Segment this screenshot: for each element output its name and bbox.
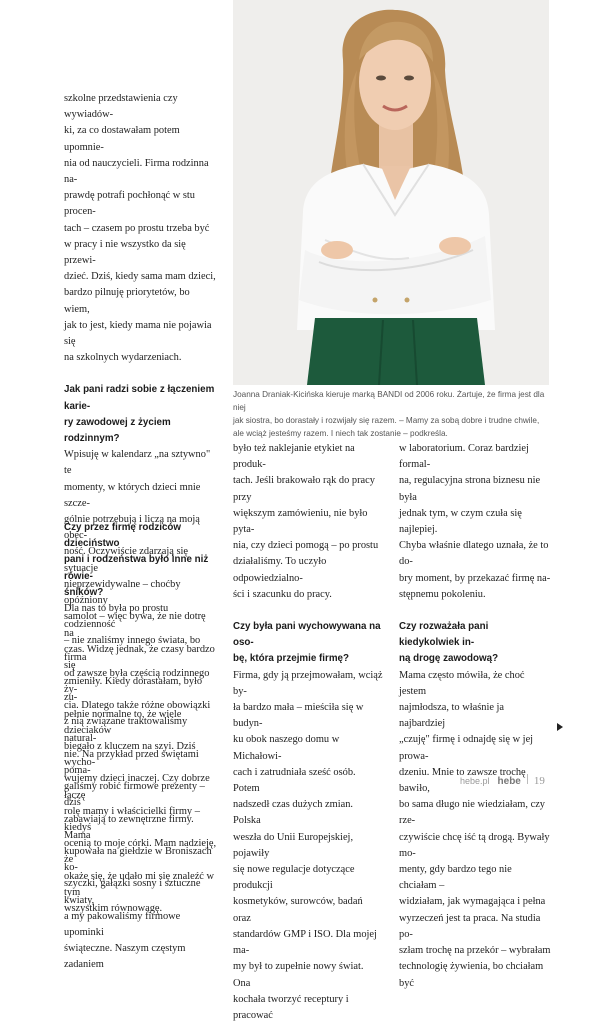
body-line: ocenią to moje córki. Mam nadzieję, że	[64, 838, 217, 866]
body-line: działaliśmy. To uczyło odpowiedzialno-	[233, 556, 327, 584]
caption-line: ale wciąż jesteśmy razem. I niech tak zostanie – podkreśla.	[233, 429, 448, 438]
body-line: Firma, gdy ją przejmowałam, wciąż by-	[233, 669, 383, 697]
body-line: rolę mamy i właścicielki firmy – kiedyś	[64, 805, 200, 833]
body-line: z nią związane traktowaliśmy natural-	[64, 716, 188, 744]
body-line: standardów GMP i ISO. Dla mojej ma-	[233, 928, 377, 957]
body-line: było też naklejanie etykiet na produk-	[233, 443, 355, 471]
body-line: widziałam, jak wymagająca i pełna	[399, 896, 546, 908]
body-line: nieprzewidywalne – choćby opóźniony	[64, 578, 181, 607]
body-line: momenty, w których dzieci mnie szcze-	[64, 481, 201, 509]
footer-divider	[527, 774, 528, 784]
body-line: pełnie normalne to, że wiele dzieciaków	[64, 708, 182, 736]
body-line: w laboratorium. Coraz bardziej formal-	[399, 443, 529, 471]
body-line: się nowe regulacje dotyczące produkcji	[233, 864, 355, 892]
body-line: bardzo pilnuję priorytetów, bo wiem,	[64, 287, 190, 315]
body-line: ność. Oczywiście zdarzają się sytuacje	[64, 546, 189, 574]
interview-question: ry zawodowej z życiem rodzinnym?	[64, 416, 171, 445]
body-line: biegało z kluczem na szyi. Dziś wycho-	[64, 740, 196, 769]
body-line: Mama często mówiła, że choć jestem	[399, 669, 525, 697]
body-line: nia od nauczycieli. Firma rodzinna na-	[64, 157, 209, 186]
body-line: a my pakowaliśmy firmowe upominki	[64, 910, 181, 939]
body-line: szkolne przedstawienia czy wywiadów-	[64, 93, 178, 121]
interview-question: śników?	[64, 586, 104, 598]
column-1-lower	[64, 520, 217, 974]
body-line: menty, gdy bardzo tego nie chciałam –	[399, 864, 512, 892]
body-line: w pracy i nie wszystko da się przewi-	[64, 238, 186, 267]
body-line: najmłodsza, to właśnie ja najbardziej	[399, 702, 505, 730]
body-line: kosmetyków, surowców, badań oraz	[233, 896, 363, 924]
column-2	[233, 441, 383, 1024]
body-line: zabawiają to zewnętrzne firmy. Mama	[64, 813, 194, 841]
body-line: gólnie potrzebują i liczą na moją obec-	[64, 514, 200, 542]
body-line: wszystkim równowagę.	[64, 902, 163, 914]
column-3	[399, 441, 551, 992]
body-line: cach i zatrudniała sześć osób. Potem	[233, 766, 356, 795]
interview-question: Jak pani radzi sobie z łączeniem karie-	[64, 384, 215, 412]
body-line: bo sama długo nie wiedziałam, czy rze-	[399, 799, 545, 827]
body-line: wyrzeczeń jest ta praca. Na studia po-	[399, 912, 541, 940]
body-line: bry moment, by przekazać firmę na-	[399, 572, 551, 584]
body-line: – nie znaliśmy innego świata, bo firma	[64, 635, 201, 663]
body-line: prawdę potrafi pochłonąć w stu procen-	[64, 190, 195, 218]
interview-question: bę, która przejmie firmę?	[233, 653, 349, 665]
body-line: od zawsze była częścią rodzinnego ży-	[64, 667, 210, 696]
body-line: większym zamówieniu, nie było pyta-	[233, 507, 368, 536]
body-line: nadszedł czas dużych zmian. Polska	[233, 799, 354, 827]
interview-question: Czy przez firmę rodziców dzieciństwo	[64, 522, 182, 550]
body-line: okaże się, że udało mi się znaleźć w tym	[64, 870, 215, 898]
body-line: czas. Widzę jednak, że czasy bardzo się	[64, 643, 215, 671]
body-line: Wpisuję w kalendarz „na sztywno" te	[64, 449, 211, 477]
body-line: ki, za co dostawałam potem upomnie-	[64, 125, 180, 153]
body-line: ści i szacunku do pracy.	[233, 588, 332, 600]
body-line: jak to jest, kiedy mama nie pojawia się	[64, 319, 212, 348]
body-line: technologię żywienia, bo chciałam być	[399, 961, 544, 989]
caption-line: Joanna Draniak-Kicińska kieruje marką BANDI od 2006 roku. Żartuje, że firma jest dla niej	[233, 390, 545, 412]
body-line: galiśmy robić firmowe prezenty – dziś	[64, 781, 205, 809]
page-number: 19	[533, 775, 545, 787]
page-footer	[460, 774, 545, 787]
photo-caption	[233, 388, 549, 440]
body-line: ła bardzo mała – mieściła się w budyn-	[233, 702, 364, 730]
interview-question: Czy rozważała pani kiedykolwiek in-	[399, 621, 489, 649]
body-line: zmieniły. Kiedy dorastałam, było zu-	[64, 676, 203, 704]
body-line: czywiście chcę iść tą drogą. Bywały mo-	[399, 831, 550, 859]
body-line: kupowała na giełdzie w Broniszach ko-	[64, 846, 212, 874]
body-line: weszła do Unii Europejskiej, pojawiły	[233, 831, 354, 859]
body-line: dzeniu. Mnie to zawsze trochę bawiło,	[399, 766, 526, 795]
caption-line: jak siostra, bo dorastały i rozwijały się razem. – Mamy za sobą dobre i trudne chwile,	[233, 416, 540, 425]
body-line: szyczki, gałązki sosny i sztuczne kwiaty,	[64, 878, 201, 906]
interview-question: ną drogę zawodową?	[399, 653, 499, 665]
interview-question: pani i rodzeństwa było inne niż rówie-	[64, 554, 209, 582]
body-line: samolot – więc bywa, że nie dotrę na	[64, 611, 206, 639]
body-line: na szkolnych wydarzeniach.	[64, 352, 182, 364]
body-line: szłam trochę na przekór – wybrałam	[399, 945, 551, 957]
body-line: kochała tworzyć receptury i pracować	[233, 993, 349, 1021]
body-line: tach. Jeśli brakowało rąk do pracy przy	[233, 475, 375, 503]
body-line: świąteczne. Naszym częstym zadaniem	[64, 943, 186, 971]
body-line: jednak tym, w czym czuła się najlepiej.	[399, 507, 522, 536]
body-line: tach – czasem po prostu trzeba być	[64, 222, 210, 234]
footer-brand-logo: hebe	[497, 776, 521, 787]
body-line: dzieć. Dziś, kiedy sama mam dzieci,	[64, 271, 216, 283]
body-line: nie. Na przykład przed świętami poma-	[64, 748, 199, 777]
interview-question: Czy była pani wychowywana na oso-	[233, 621, 381, 649]
body-line: Dla nas to była po prostu codzienność	[64, 603, 169, 631]
body-line: nia, czy dzieci pomogą – po prostu	[233, 540, 379, 552]
body-line: ku obok naszego domu w Michałowi-	[233, 734, 340, 762]
body-line: na, regulacyjna strona biznesu nie była	[399, 475, 541, 503]
body-line: wujemy dzieci inaczej. Czy dobrze łączę	[64, 773, 210, 801]
body-line: cia. Dlatego także różne obowiązki	[64, 700, 211, 712]
footer-site: hebe.pl	[460, 776, 490, 786]
body-line: stępnemu pokoleniu.	[399, 588, 486, 600]
portrait-photo	[233, 0, 549, 385]
body-line: Chyba właśnie dlatego uznała, że to do-	[399, 540, 549, 568]
continue-arrow-icon	[557, 723, 563, 731]
body-line: my był to zupełnie nowy świat. Ona	[233, 961, 364, 989]
body-line: „czuję" firmę i odnajdę się w jej prowa-	[399, 734, 534, 762]
